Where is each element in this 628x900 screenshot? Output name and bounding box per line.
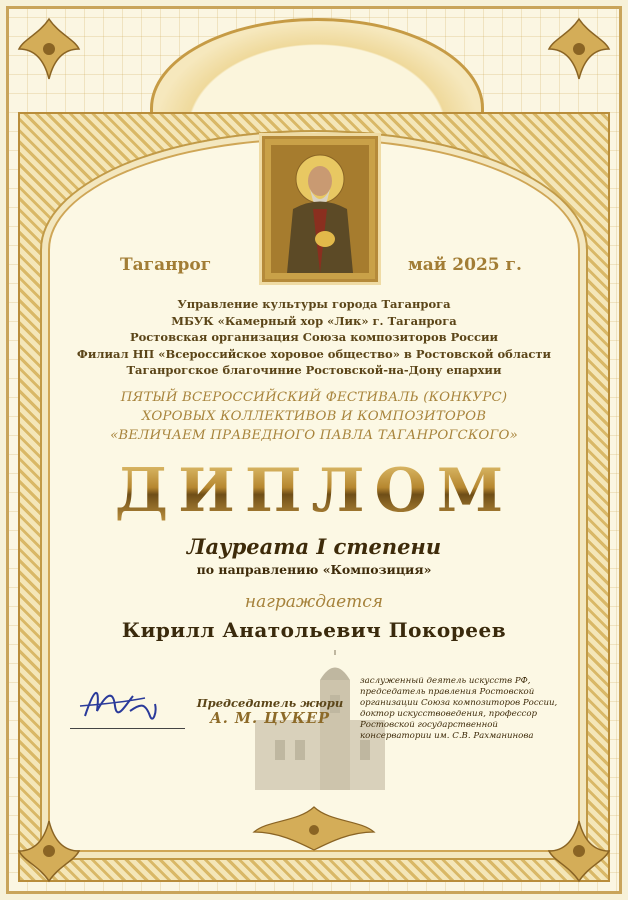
organizer-line: Таганрогское благочиние Ростовской-на-Дону епархии [126,363,502,377]
title-line: Ростовской государственной [360,720,498,730]
festival-line: ХОРОВЫХ КОЛЛЕКТИВОВ И КОМПОЗИТОРОВ [141,409,487,424]
jury-chair-name: А. М. ЦУКЕР [210,710,330,727]
organizer-line: МБУК «Камерный хор «Лик» г. Таганрога [171,313,457,328]
city-label: Таганрог [120,255,212,275]
title-line: доктор искусствоведения, профессор [360,709,538,719]
title-line: заслуженный деятель искусств РФ, [360,676,531,686]
recipient-name: Кирилл Анатольевич Покореев [121,618,507,642]
organizer-line: Филиал НП «Всероссийское хоровое общество» в Ростовской области [76,346,552,361]
title-line: консерватории им. С.В. Рахманинова [360,731,534,741]
title-line: организации Союза композиторов России, [360,698,558,708]
organizers-list [60,296,568,379]
signature-line [70,728,185,729]
awarded-label: награждается [244,592,384,612]
title-line: председатель правления Ростовской [360,687,535,697]
corner-ornament-icon [544,14,614,84]
corner-ornament-icon [14,816,84,886]
laureate-degree: Лауреата I степени [186,534,442,559]
festival-line: «ВЕЛИЧАЕМ ПРАВЕДНОГО ПАВЛА ТАГАНРОГСКОГО» [110,428,518,443]
jury-chair-label: Председатель жюри [196,696,344,710]
corner-ornament-icon [544,816,614,886]
diploma-heading: ДИПЛОМ [60,456,568,526]
bottom-ornament-icon [250,802,378,852]
corner-ornament-icon [14,14,84,84]
organizer-line: Управление культуры города Таганрога [177,297,451,311]
organizer-line: Ростовская организация Союза композиторов России [129,330,499,344]
direction-label: по направлению «Композиция» [196,562,432,577]
saint-icon-image [262,136,378,282]
festival-title [60,388,568,445]
festival-line: ПЯТЫЙ ВСЕРОССИЙСКИЙ ФЕСТИВАЛЬ (КОНКУРС) [120,390,508,405]
signature-image [75,676,165,732]
date-label: май 2025 г. [408,255,522,275]
jury-titles [360,676,560,742]
